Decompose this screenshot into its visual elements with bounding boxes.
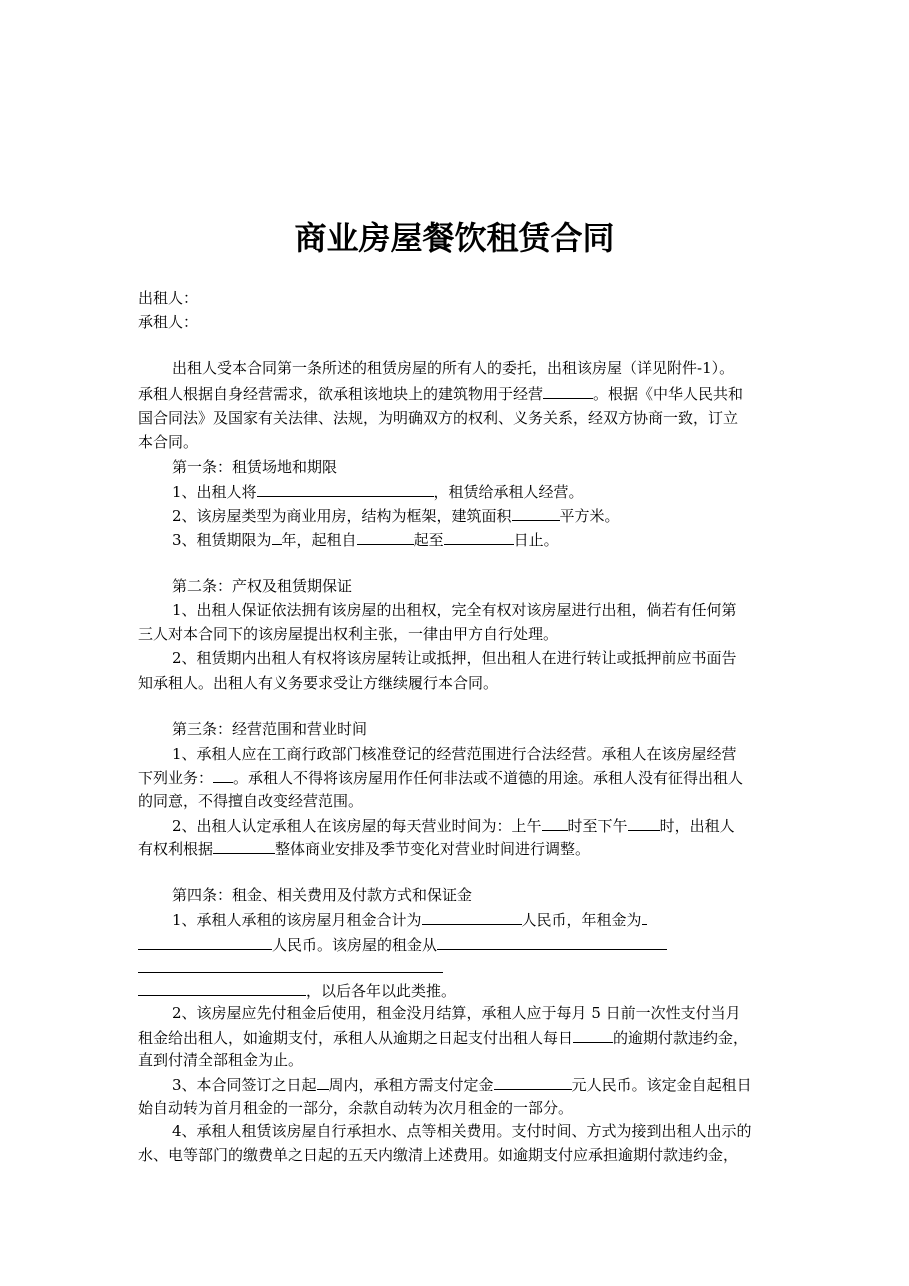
lessee-line: 承租人：: [138, 313, 199, 331]
area-blank[interactable]: [512, 505, 560, 521]
article-1-clause-1: 1、出租人将 ，租赁给承租人经营。: [172, 483, 584, 501]
open-hour-blank[interactable]: [542, 815, 568, 831]
rent-schedule-blank-1[interactable]: [437, 934, 667, 950]
article-3-clause-1-line-1: 1、承租人应在工商行政部门核准登记的经营范围进行合法经营。承租人在该房屋经营: [172, 745, 737, 763]
article-3-clause-2-line-2: 有权利根据 整体商业安排及季节变化对营业时间进行调整。: [138, 840, 591, 858]
lessor-line: 出租人：: [138, 289, 199, 307]
business-scope-blank[interactable]: [213, 767, 233, 783]
preamble-line-3: 国合同法》及国家有关法律、法规，为明确双方的权利、义务关系，经双方协商一致，订立: [138, 409, 739, 427]
article-3-clause-2-line-1: 2、出租人认定承租人在该房屋的每天营业时间为：上午 时至下午 时，出租人: [172, 817, 735, 835]
end-date-blank[interactable]: [444, 529, 514, 545]
article-4-clause-2-line-3: 直到付清全部租金为止。: [138, 1051, 304, 1069]
article-3-heading: 第三条：经营范围和营业时间: [172, 720, 368, 738]
article-1-clause-3: 3、租赁期限为 年，起租自 起至 日止。: [172, 531, 559, 549]
article-4-clause-3-line-1: 3、本合同签订之日起 周内，承租方需支付定金 元人民币。该定金自起租日: [172, 1076, 752, 1094]
annual-rent-blank-start[interactable]: [642, 909, 647, 925]
article-4-clause-1-line-1: 1、承租人承租的该房屋月租金合计为 人民币，年租金为: [172, 909, 647, 930]
article-4-clause-4-line-1: 4、承租人租赁该房屋自行承担水、点等相关费用。支付时间、方式为接到出租人出示的: [172, 1122, 752, 1140]
article-4-clause-1-line-2: 人民币。该房屋的租金从: [138, 934, 778, 955]
annual-rent-blank[interactable]: [138, 934, 272, 950]
article-4-clause-1-line-4: ，以后各年以此类推。: [138, 980, 778, 1001]
rent-schedule-blank-2[interactable]: [138, 957, 443, 973]
preamble-line-2: 承租人根据自身经营需求，欲承租该地块上的建筑物用于经营 。根据《中华人民共和: [138, 385, 744, 403]
term-years-blank[interactable]: [272, 529, 282, 545]
adjustment-basis-blank[interactable]: [213, 838, 275, 854]
business-type-blank[interactable]: [543, 383, 593, 399]
article-4-clause-2-line-1: 2、该房屋应先付租金后使用，租金没月结算，承租人应于每月 5 日前一次性支付当月: [172, 1004, 741, 1022]
article-4-clause-3-line-2: 始自动转为首月租金的一部分，余款自动转为次月租金的一部分。: [138, 1099, 574, 1117]
preamble-line-4: 本合同。: [138, 433, 199, 451]
deposit-amount-blank[interactable]: [494, 1074, 572, 1090]
preamble-line-1: 出租人受本合同第一条所述的租赁房屋的所有人的委托，出租该房屋（详见附件-1）。: [172, 359, 735, 377]
article-3-clause-1-line-3: 的同意，不得擅自改变经营范围。: [138, 792, 364, 810]
start-date-blank[interactable]: [357, 529, 414, 545]
deposit-weeks-blank[interactable]: [317, 1074, 329, 1090]
monthly-rent-blank[interactable]: [422, 909, 522, 925]
article-2-clause-2-line-1: 2、租赁期内出租人有权将该房屋转让或抵押，但出租人在进行转让或抵押前应书面告: [172, 649, 737, 667]
late-fee-blank[interactable]: [573, 1027, 613, 1043]
close-hour-blank[interactable]: [628, 815, 660, 831]
article-4-clause-4-line-2: 水、电等部门的缴费单之日起的五天内缴清上述费用。如逾期支付应承担逾期付款违约金，: [138, 1146, 739, 1164]
article-4-clause-1-line-3: [138, 957, 778, 978]
article-2-clause-2-line-2: 知承租人。出租人有义务要求受让方继续履行本合同。: [138, 674, 499, 692]
article-4-clause-2-line-2: 租金给出租人，如逾期支付，承租人从逾期之日起支付出租人每日 的逾期付款违约金，: [138, 1029, 749, 1047]
rent-schedule-blank-3[interactable]: [138, 980, 306, 996]
article-3-clause-1-line-2: 下列业务： 。承租人不得将该房屋用作任何非法或不道德的用途。承租人没有征得出租人: [138, 769, 744, 787]
article-4-heading: 第四条：租金、相关费用及付款方式和保证金: [172, 886, 473, 904]
article-2-heading: 第二条：产权及租赁期保证: [172, 577, 353, 595]
article-2-clause-1-line-1: 1、出租人保证依法拥有该房屋的出租权，完全有权对该房屋进行出租，倘若有任何第: [172, 601, 737, 619]
article-2-clause-1-line-2: 三人对本合同下的该房屋提出权利主张，一律由甲方自行处理。: [138, 625, 559, 643]
article-1-heading: 第一条：租赁场地和期限: [172, 458, 338, 476]
document-title: 商业房屋餐饮租赁合同: [294, 219, 615, 257]
article-1-clause-2: 2、该房屋类型为商业用房，结构为框架，建筑面积 平方米。: [172, 507, 620, 525]
premises-blank[interactable]: [257, 481, 434, 497]
